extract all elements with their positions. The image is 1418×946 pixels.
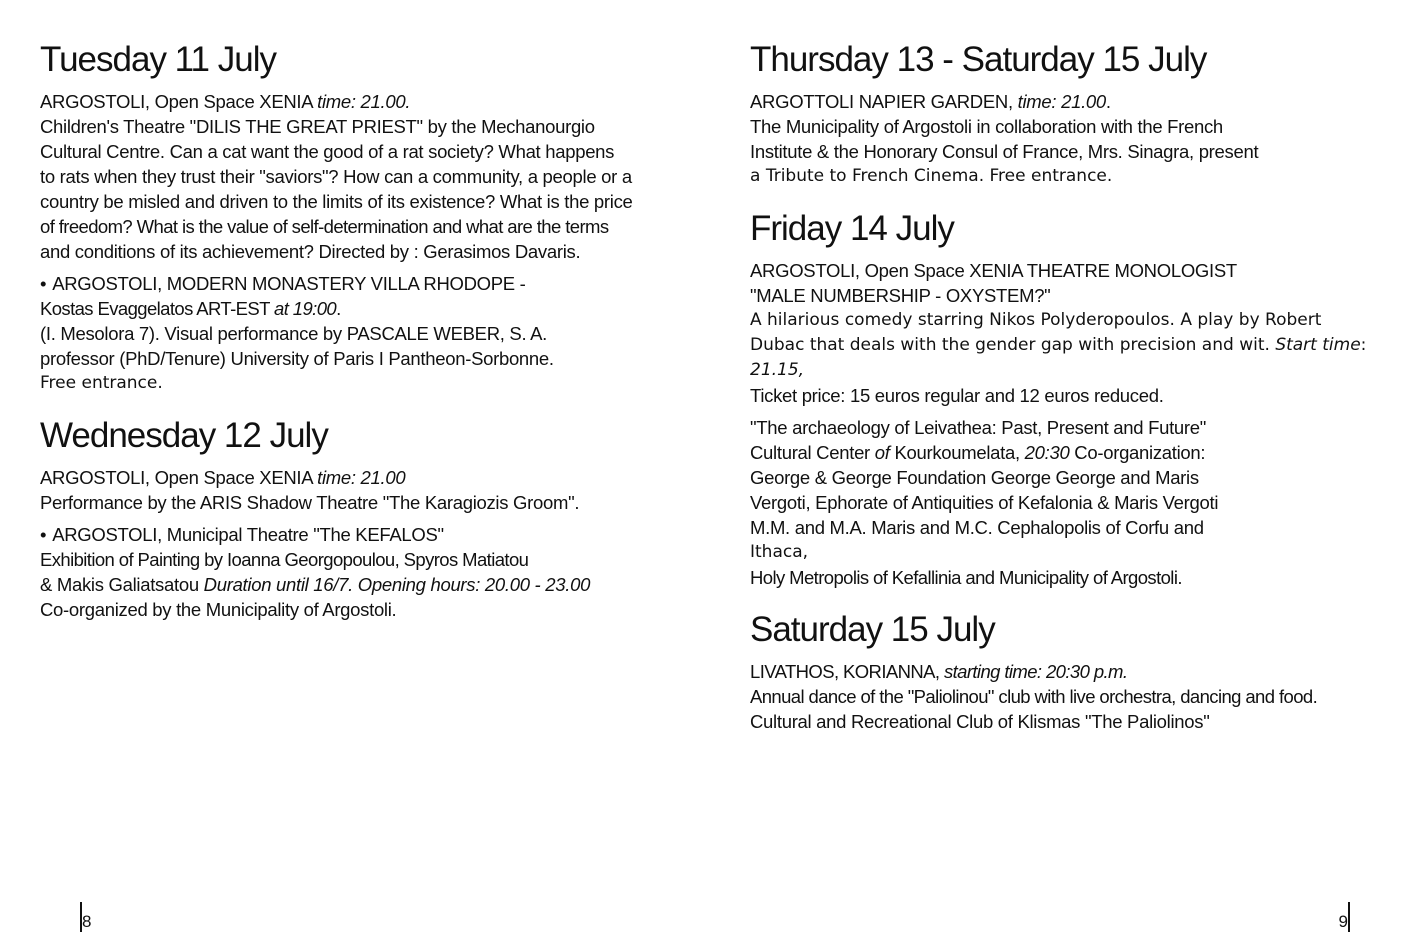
day-heading-friday: Friday 14 July: [750, 209, 954, 248]
bullet-icon: •: [40, 273, 47, 294]
event-time-line: [750, 358, 1390, 383]
page-number-left: 8: [80, 902, 91, 932]
event-description-line: A hilarious comedy starring Nikos Polyderopoulos. A play by Robert: [750, 310, 1322, 330]
event-description-line: Ithaca,: [750, 542, 809, 562]
event-title-line: "MALE NUMBERSHIP - OXYSTEM?": [750, 285, 1051, 306]
page-number-right: 9: [1339, 902, 1350, 932]
event-location-line: [40, 522, 690, 547]
event-location-line: [750, 659, 1390, 684]
event-location: ARGOSTOLI, Open Space XENIA: [40, 91, 318, 112]
event-venue-line: Kostas Evaggelatos ART-EST at 19:00.: [40, 298, 341, 319]
event-description-line: Institute & the Honorary Consul of France, Mrs. Sinagra, present: [750, 141, 1259, 162]
event-venue: Kostas Evaggelatos ART-EST: [40, 298, 275, 319]
event-ticket-price: Ticket price: 15 euros regular and 12 euros reduced.: [750, 385, 1164, 406]
right-page: [750, 0, 1390, 946]
event-location: LIVATHOS, KORIANNA,: [750, 661, 944, 682]
event-napier-garden: [750, 89, 1390, 189]
left-page: [40, 0, 690, 946]
day-heading-thursday-saturday: Thursday 13 - Saturday 15 July: [750, 40, 1207, 79]
event-aris-shadow-theatre: [40, 465, 690, 515]
event-location-line: ARGOSTOLI, Open Space XENIA THEATRE MONOLOGIST: [750, 260, 1237, 281]
event-description-line: Free entrance.: [40, 373, 163, 393]
event-description-line: Holy Metropolis of Kefallinia and Municipality of Argostoli.: [750, 567, 1182, 588]
event-xenia-childrens-theatre: [40, 89, 690, 264]
event-description-line: Exhibition of Painting by Ioanna Georgopoulou, Spyros Matiatou: [40, 549, 529, 570]
event-description-line: Performance by the ARIS Shadow Theatre "The Karagiozis Groom".: [40, 492, 580, 513]
event-kefalos-exhibition: [40, 522, 690, 622]
event-start-time-label: Start time: [1275, 335, 1361, 355]
event-description-line: George & George Foundation George George and Maris: [750, 467, 1199, 488]
event-time: time: 21.00: [1017, 91, 1106, 112]
event-hours: Duration until 16/7. Opening hours: 20.00 - 23.00: [203, 574, 591, 595]
event-description-line: Annual dance of the "Paliolinou" club with live orchestra, dancing and food.: [750, 686, 1318, 707]
event-location: ARGOSTOLI, Open Space XENIA: [40, 467, 318, 488]
event-description-line: Cultural and Recreational Club of Klismas "The Paliolinos": [750, 711, 1210, 732]
event-time: time: 21.00.: [317, 91, 411, 112]
event-description-line: of freedom? What is the value of self-determination and what are the terms: [40, 216, 609, 237]
event-description-line: (I. Mesolora 7). Visual performance by PASCALE WEBER, S. A.: [40, 323, 548, 344]
event-time: starting time: 20:30 p.m.: [943, 661, 1128, 682]
event-location-line: [40, 271, 690, 296]
event-time: at 19:00: [274, 298, 337, 319]
event-time: 21.15,: [750, 360, 805, 380]
day-heading-saturday: Saturday 15 July: [750, 610, 995, 649]
event-description-line: Dubac that deals with the gender gap with precision and wit. Start time:: [750, 335, 1367, 355]
event-description-line: country be misled and driven to the limits of its existence? What is the price: [40, 191, 633, 212]
event-description-line: The Municipality of Argostoli in collaboration with the French: [750, 116, 1223, 137]
event-time: time: 21.00: [317, 467, 406, 488]
event-description-line: professor (PhD/Tenure) University of Paris I Pantheon-Sorbonne.: [40, 348, 554, 369]
event-location-line: [40, 89, 690, 114]
event-time: 20:30: [1024, 442, 1070, 463]
event-villa-rhodope: [40, 271, 690, 396]
event-location: ARGOTTOLI NAPIER GARDEN,: [750, 91, 1018, 112]
event-description-line: M.M. and M.A. Maris and M.C. Cephalopolis of Corfu and: [750, 517, 1204, 538]
event-archaeology-leivathea: [750, 415, 1390, 590]
event-xenia-monologist: [750, 258, 1390, 408]
event-location: ARGOSTOLI, Municipal Theatre "The KEFALOS": [52, 524, 444, 545]
bullet-icon: •: [40, 524, 47, 545]
event-location-line: Cultural Center of Kourkoumelata, 20:30 Co-organization:: [750, 442, 1206, 463]
event-description-line: to rats when they trust their "saviors"? How can a community, a people or a: [40, 166, 632, 187]
event-description-line: Cultural Centre. Can a cat want the good of a rat society? What happens: [40, 141, 615, 162]
event-description-line: a Tribute to French Cinema. Free entrance.: [750, 166, 1113, 186]
event-location-line: ARGOTTOLI NAPIER GARDEN, time: 21.00.: [750, 91, 1111, 112]
event-description-line: Children's Theatre "DILIS THE GREAT PRIEST" by the Mechanourgio: [40, 116, 595, 137]
page-number-bar: [1348, 902, 1350, 932]
day-heading-wednesday: Wednesday 12 July: [40, 416, 328, 455]
event-description-line: Co-organized by the Municipality of Argostoli.: [40, 599, 397, 620]
event-description-line: and conditions of its achievement? Directed by : Gerasimos Davaris.: [40, 241, 581, 262]
event-location-line: [40, 465, 690, 490]
event-paliolinou-dance: [750, 659, 1390, 734]
event-description-line: & Makis Galiatsatou Duration until 16/7. Opening hours: 20.00 - 23.00: [40, 574, 591, 595]
event-location: ARGOSTOLI, MODERN MONASTERY VILLA RHODOPE -: [52, 273, 526, 294]
event-description-line: Vergoti, Ephorate of Antiquities of Kefalonia & Maris Vergoti: [750, 492, 1219, 513]
day-heading-tuesday: Tuesday 11 July: [40, 40, 276, 79]
event-title-line: "The archaeology of Leivathea: Past, Present and Future": [750, 417, 1207, 438]
